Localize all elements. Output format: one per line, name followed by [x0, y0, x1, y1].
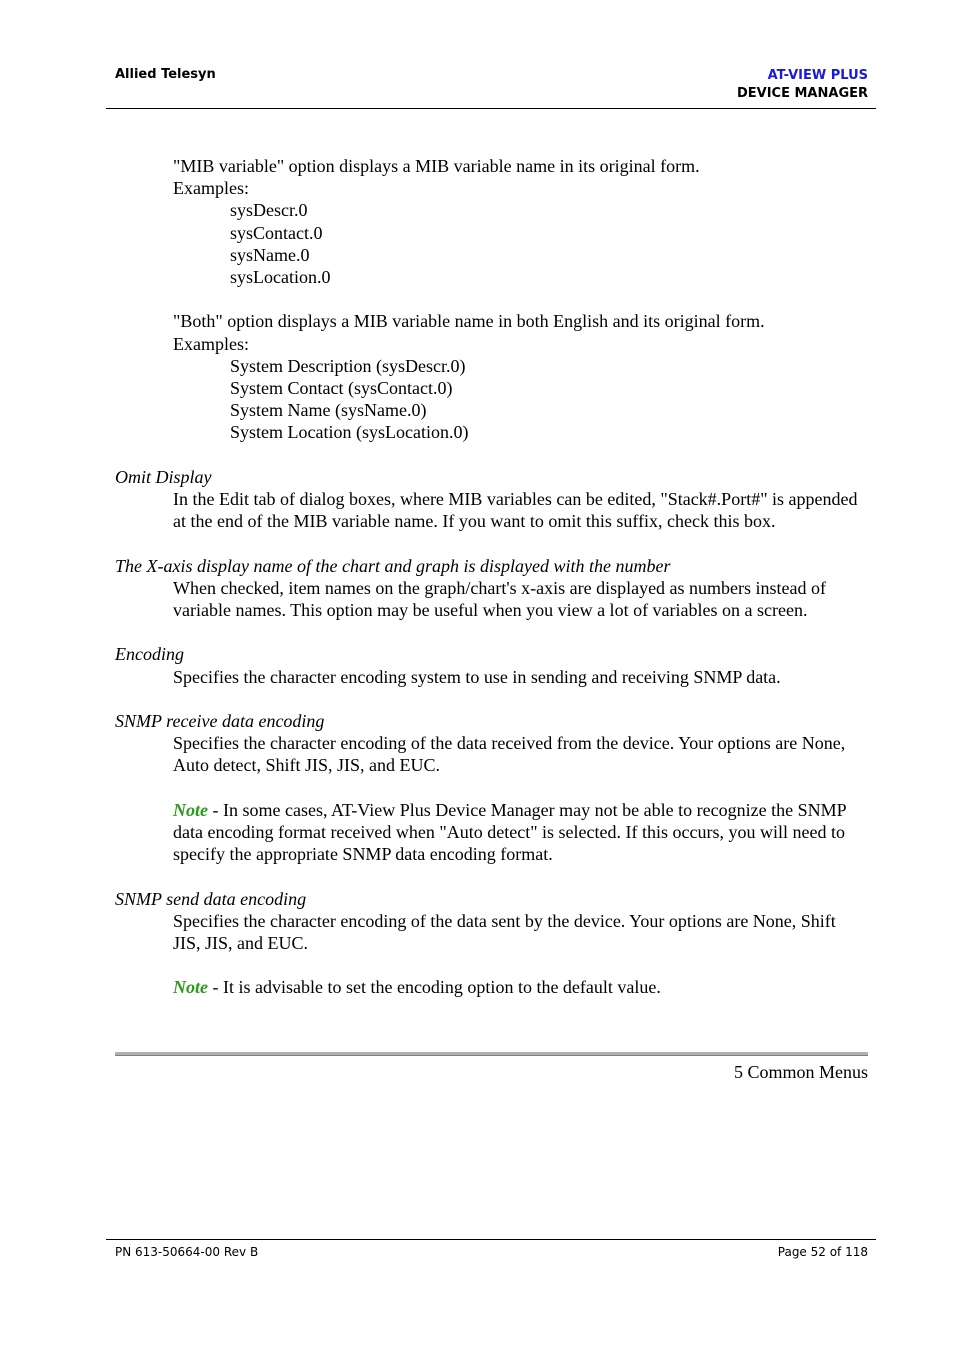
snmp-send-heading: SNMP send data encoding: [115, 888, 307, 909]
page-footer: [106, 1239, 876, 1259]
part-number: PN 613-50664-00 Rev B: [115, 1245, 259, 1259]
note-label: Note: [173, 799, 208, 820]
example-item: sysDescr.0: [230, 200, 308, 221]
company-name: Allied Telesyn: [115, 67, 216, 82]
omit-display-heading: Omit Display: [115, 466, 212, 487]
xaxis-heading: The X-axis display name of the chart and graph is displayed with the number: [115, 555, 671, 576]
document-body: [115, 155, 865, 999]
snmp-send-note: [115, 976, 865, 998]
product-title: [737, 67, 868, 103]
chapter-name: 5 Common Menus: [733, 1062, 868, 1082]
mib-variable-description: "MIB variable" option displays a MIB variable name in its original form.: [173, 156, 700, 176]
product-title-line1: AT-VIEW PLUS: [767, 68, 868, 83]
note-text: - In some cases, AT-View Plus Device Manager may not be able to recognize the SNMP data encoding format received when "Auto detect" is selected. If this occurs, you will need to specify the appropriate SNMP data encoding format.: [173, 799, 846, 865]
section-divider: [115, 1052, 868, 1056]
example-item: System Location (sysLocation.0): [230, 422, 469, 443]
product-title-line2: DEVICE MANAGER: [736, 86, 868, 101]
page-number: Page 52 of 118: [777, 1245, 868, 1259]
example-item: sysContact.0: [230, 222, 323, 243]
encoding-text: Specifies the character encoding system to use in sending and receiving SNMP data.: [173, 666, 781, 687]
page-header: [106, 60, 876, 109]
omit-display-text: In the Edit tab of dialog boxes, where MIB variables can be edited, "Stack#.Port#" is appended at the end of the MIB variable name. If you want to omit this suffix, check this box.: [173, 489, 858, 532]
example-item: System Description (sysDescr.0): [230, 355, 466, 376]
note-text: - It is advisable to set the encoding option to the default value.: [208, 977, 661, 998]
example-item: sysLocation.0: [230, 267, 331, 288]
snmp-receive-heading: SNMP receive data encoding: [115, 711, 325, 731]
examples-label: Examples:: [173, 178, 249, 199]
snmp-receive-note: [115, 799, 865, 866]
encoding-heading: Encoding: [115, 644, 184, 665]
xaxis-text: When checked, item names on the graph/chart's x-axis are displayed as numbers instead of variable names. This option may be useful when you view a lot of variables on a screen.: [173, 577, 827, 621]
both-description: "Both" option displays a MIB variable name in both English and its original form.: [173, 311, 765, 332]
examples-label: Examples:: [173, 333, 249, 354]
snmp-send-text: Specifies the character encoding of the data sent by the device. Your options are None, Shift JIS, JIS, and EUC.: [173, 910, 836, 953]
example-item: sysName.0: [230, 244, 310, 265]
example-item: System Contact (sysContact.0): [230, 378, 453, 399]
snmp-receive-text: Specifies the character encoding of the data received from the device. Your options are None, Auto detect, Shift JIS, JIS, and EUC.: [173, 733, 846, 776]
example-item: System Name (sysName.0): [230, 400, 427, 421]
note-label: Note: [173, 977, 208, 998]
